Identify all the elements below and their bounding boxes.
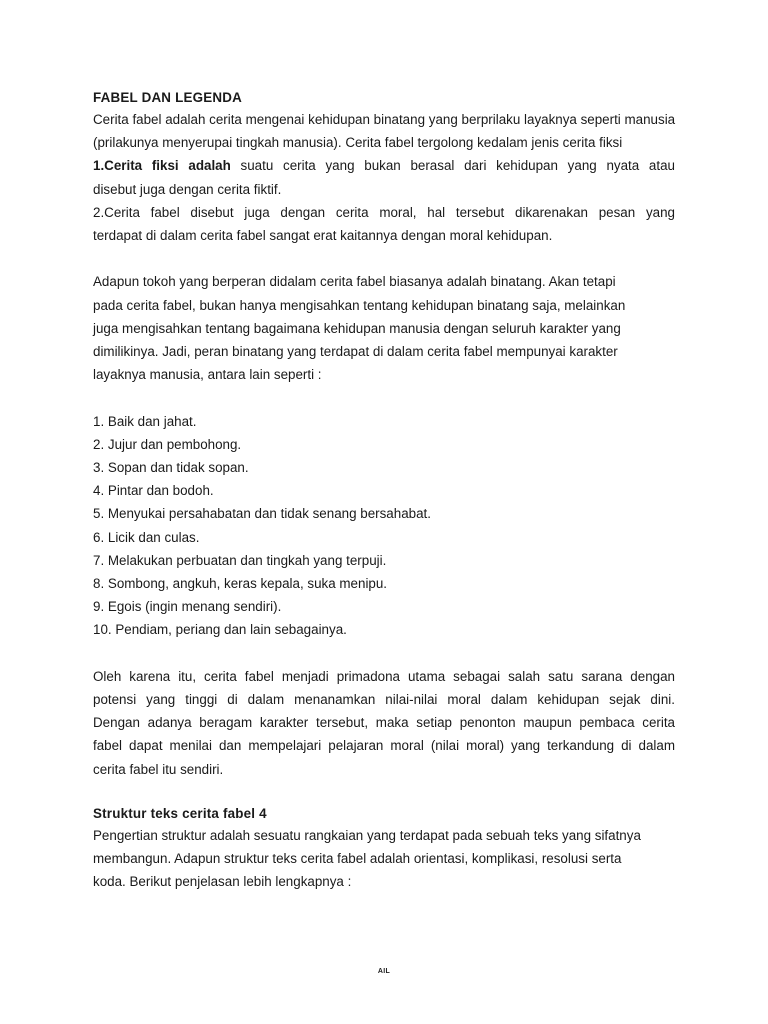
point-1-line-1 bbox=[93, 154, 675, 177]
section-subheading: Struktur teks cerita fabel 4 bbox=[93, 806, 267, 822]
list-item: 5. Menyukai persahabatan dan tidak senang bersahabat. bbox=[93, 506, 431, 522]
point-1-term: 1.Cerita fiksi adalah bbox=[93, 158, 231, 174]
document-title: FABEL DAN LEGENDA bbox=[93, 90, 242, 105]
list-item: 7. Melakukan perbuatan dan tingkah yang terpuji. bbox=[93, 552, 387, 568]
list-item: 4. Pintar dan bodoh. bbox=[93, 483, 214, 499]
point-1-line-2: disebut juga dengan cerita fiktif. bbox=[93, 181, 282, 197]
page-footer: AIL bbox=[377, 968, 391, 975]
paragraph-line: Adapun tokoh yang berperan didalam cerita fabel biasanya adalah binatang. Akan tetapi bbox=[93, 274, 616, 290]
document-body bbox=[93, 88, 675, 894]
list-item: 3. Sopan dan tidak sopan. bbox=[93, 460, 249, 476]
paragraph-line: juga mengisahkan tentang bagaimana kehidupan manusia dengan seluruh karakter yang bbox=[93, 320, 621, 336]
spacer bbox=[93, 247, 675, 270]
list-item: 1. Baik dan jahat. bbox=[93, 413, 197, 429]
paragraph-line: koda. Berikut penjelasan lebih lengkapnya : bbox=[93, 874, 352, 890]
paragraph-line: fabel dapat menilai dan mempelajari pelajaran moral (nilai moral) yang terkandung di dalam bbox=[93, 738, 675, 754]
point-2-line-2: terdapat di dalam cerita fabel sangat erat kaitannya dengan moral kehidupan. bbox=[93, 228, 553, 244]
list-item: 8. Sombong, angkuh, keras kepala, suka menipu. bbox=[93, 576, 388, 592]
paragraph-line: Dengan adanya beragam karakter tersebut, maka setiap penonton maupun pembaca cerita bbox=[93, 715, 675, 731]
list-item: 6. Licik dan culas. bbox=[93, 529, 200, 545]
list-item: 2. Jujur dan pembohong. bbox=[93, 436, 242, 452]
intro-line-2: (prilakunya menyerupai tingkah manusia). Cerita fabel tergolong kedalam jenis cerita fiksi bbox=[93, 135, 623, 151]
paragraph-line: cerita fabel itu sendiri. bbox=[93, 761, 224, 777]
spacer bbox=[93, 642, 675, 665]
spacer bbox=[93, 781, 675, 804]
conclusion-paragraph bbox=[93, 665, 675, 781]
list-item: 9. Egois (ingin menang sendiri). bbox=[93, 599, 282, 615]
point-1-definition: suatu cerita yang bukan berasal dari kehidupan yang nyata atau bbox=[240, 158, 675, 174]
point-2-line-1: 2.Cerita fabel disebut juga dengan cerita moral, hal tersebut dikarenakan pesan yang bbox=[93, 204, 675, 220]
intro-line-1: Cerita fabel adalah cerita mengenai kehidupan binatang yang berprilaku layaknya seperti manusia bbox=[93, 112, 676, 127]
paragraph-line: dimilikinya. Jadi, peran binatang yang terdapat di dalam cerita fabel mempunyai karakter bbox=[93, 344, 618, 360]
intro-paragraph bbox=[93, 108, 675, 247]
paragraph-line: membangun. Adapun struktur teks cerita fabel adalah orientasi, komplikasi, resolusi serta bbox=[93, 851, 622, 867]
paragraph-line: Oleh karena itu, cerita fabel menjadi primadona utama sebagai salah satu sarana dengan bbox=[93, 668, 675, 684]
character-list bbox=[93, 410, 675, 642]
tokoh-paragraph bbox=[93, 270, 675, 386]
paragraph-line: potensi yang tinggi di dalam menanamkan nilai-nilai moral dalam kehidupan sejak dini. bbox=[93, 692, 675, 708]
struktur-paragraph bbox=[93, 824, 675, 894]
list-item: 10. Pendiam, periang dan lain sebagainya. bbox=[93, 622, 347, 638]
spacer bbox=[93, 386, 675, 409]
paragraph-line: layaknya manusia, antara lain seperti : bbox=[93, 367, 322, 383]
paragraph-line: pada cerita fabel, bukan hanya mengisahkan tentang kehidupan binatang saja, melainkan bbox=[93, 297, 626, 313]
paragraph-line: Pengertian struktur adalah sesuatu rangkaian yang terdapat pada sebuah teks yang sifatnya bbox=[93, 828, 641, 844]
